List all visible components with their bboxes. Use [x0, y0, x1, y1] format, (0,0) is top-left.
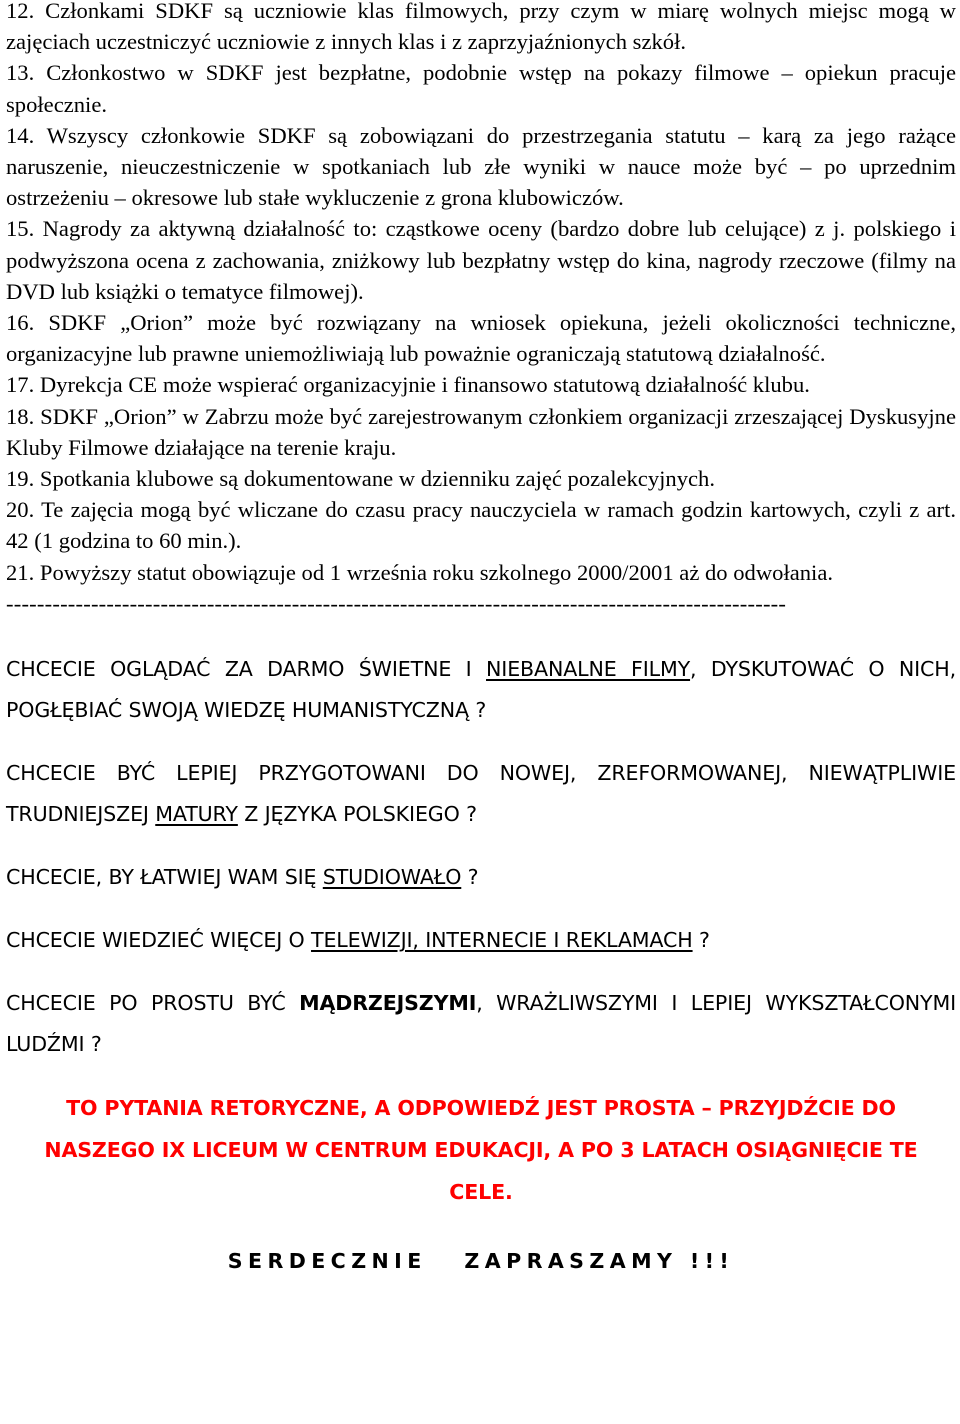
question-wiser-rest: , WRAŻLIWSZYMI I LEPIEJ WYKSZTAŁCONYMI LUDŹMI ? — [6, 991, 956, 1057]
statute-point-15: 15. Nagrody za aktywną działalność to: cząstkowe oceny (bardzo dobre lub celujące) z j. polskiego i podwyższona ocena z zachowania, zniżkowy lub bezpłatny wstęp do kina, nagrody rzeczowe (filmy na DVD lub książki o tematyce filmowej). — [6, 216, 956, 304]
statute-point-14: 14. Wszyscy członkowie SDKF są zobowiązani do przestrzegania statutu – karą za jego rażące naruszenie, nieuczestniczenie w spotkaniach lub złe wyniki w nauce może być – po uprzednim ostrzeżeniu – okresowe lub stałe wykluczenie z grona klubowiczów. — [6, 122, 956, 211]
question-media-text: CHCECIE WIEDZIEĆ WIĘCEJ O — [6, 928, 312, 953]
question-matura-underlined: MATURY — [155, 802, 238, 827]
question-wiser-bold: MĄDRZEJSZYMI — [299, 991, 477, 1016]
question-films-underlined: NIEBANALNE FILMY — [486, 657, 691, 682]
question-media — [6, 920, 956, 961]
statute-section — [6, 0, 956, 588]
statute-point-16: 16. SDKF „Orion” może być rozwiązany na wniosek opiekuna, jeżeli okoliczności techniczne, organizacyjne lub prawne uniemożliwiają lub poważnie ograniczają statutową działalność. — [6, 310, 956, 367]
answer-invitation: TO PYTANIA RETORYCZNE, A ODPOWIEDŹ JEST PROSTA – PRZYJDŹCIE DO NASZEGO IX LICEUM W CENTRUM EDUKACJI, A PO 3 LATACH OSIĄGNIĘCIE TE CELE. — [44, 1096, 918, 1205]
dashed-divider: ----------------------------------------------------------------------------------------------------- — [6, 590, 787, 616]
question-studies-underlined: STUDIOWAŁO — [322, 865, 462, 890]
statute-point-19: 19. Spotkania klubowe są dokumentowane w dzienniku zajęć pozalekcyjnych. — [6, 466, 715, 492]
question-media-underlined: TELEWIZJI, INTERNECIE I REKLAMACH — [311, 928, 693, 953]
question-wiser — [6, 983, 956, 1065]
questions-section — [6, 649, 956, 1282]
statute-point-17: 17. Dyrekcja CE może wspierać organizacyjnie i finansowo statutową działalność klubu. — [6, 372, 810, 398]
question-matura-rest: Z JĘZYKA POLSKIEGO ? — [237, 802, 477, 827]
question-studies — [6, 857, 956, 898]
question-studies-text: CHCECIE, BY ŁATWIEJ WAM SIĘ — [6, 865, 323, 890]
question-films-text: CHCECIE OGLĄDAĆ ZA DARMO ŚWIETNE I — [6, 657, 487, 682]
statute-point-12: 12. Członkami SDKF są uczniowie klas filmowych, przy czym w miarę wolnych miejsc mogą w zajęciach uczestniczyć uczniowie z innych klas i z zaprzyjaźnionych szkół. — [6, 0, 956, 55]
statute-point-13: 13. Członkostwo w SDKF jest bezpłatne, podobnie wstęp na pokazy filmowe – opiekun pracuje społecznie. — [6, 60, 956, 117]
statute-point-20: 20. Te zajęcia mogą być wliczane do czasu pracy nauczyciela w ramach godzin kartowych, czyli z art. 42 (1 godzina to 60 min.). — [6, 497, 956, 554]
question-wiser-text: CHCECIE PO PROSTU BYĆ — [6, 991, 300, 1016]
statute-point-21: 21. Powyższy statut obowiązuje od 1 września roku szkolnego 2000/2001 aż do odwołania. — [6, 559, 834, 585]
question-matura — [6, 753, 956, 835]
question-media-rest: ? — [692, 928, 710, 953]
closing-invitation: SERDECZNIE ZAPRASZAMY !!! — [227, 1249, 735, 1274]
statute-point-18: 18. SDKF „Orion” w Zabrzu może być zarejestrowanym członkiem organizacji zrzeszającej Dyskusyjne Kluby Filmowe działające na terenie kraju. — [6, 403, 956, 460]
question-films — [6, 649, 956, 731]
question-films-rest: , DYSKUTOWAĆ O NICH, POGŁĘBIAĆ SWOJĄ WIEDZĘ HUMANISTYCZNĄ ? — [6, 657, 957, 723]
question-matura-text: CHCECIE BYĆ LEPIEJ PRZYGOTOWANI DO NOWEJ, ZREFORMOWANEJ, NIEWĄTPLIWIE TRUDNIEJSZEJ — [6, 761, 956, 827]
question-studies-rest: ? — [461, 865, 479, 890]
